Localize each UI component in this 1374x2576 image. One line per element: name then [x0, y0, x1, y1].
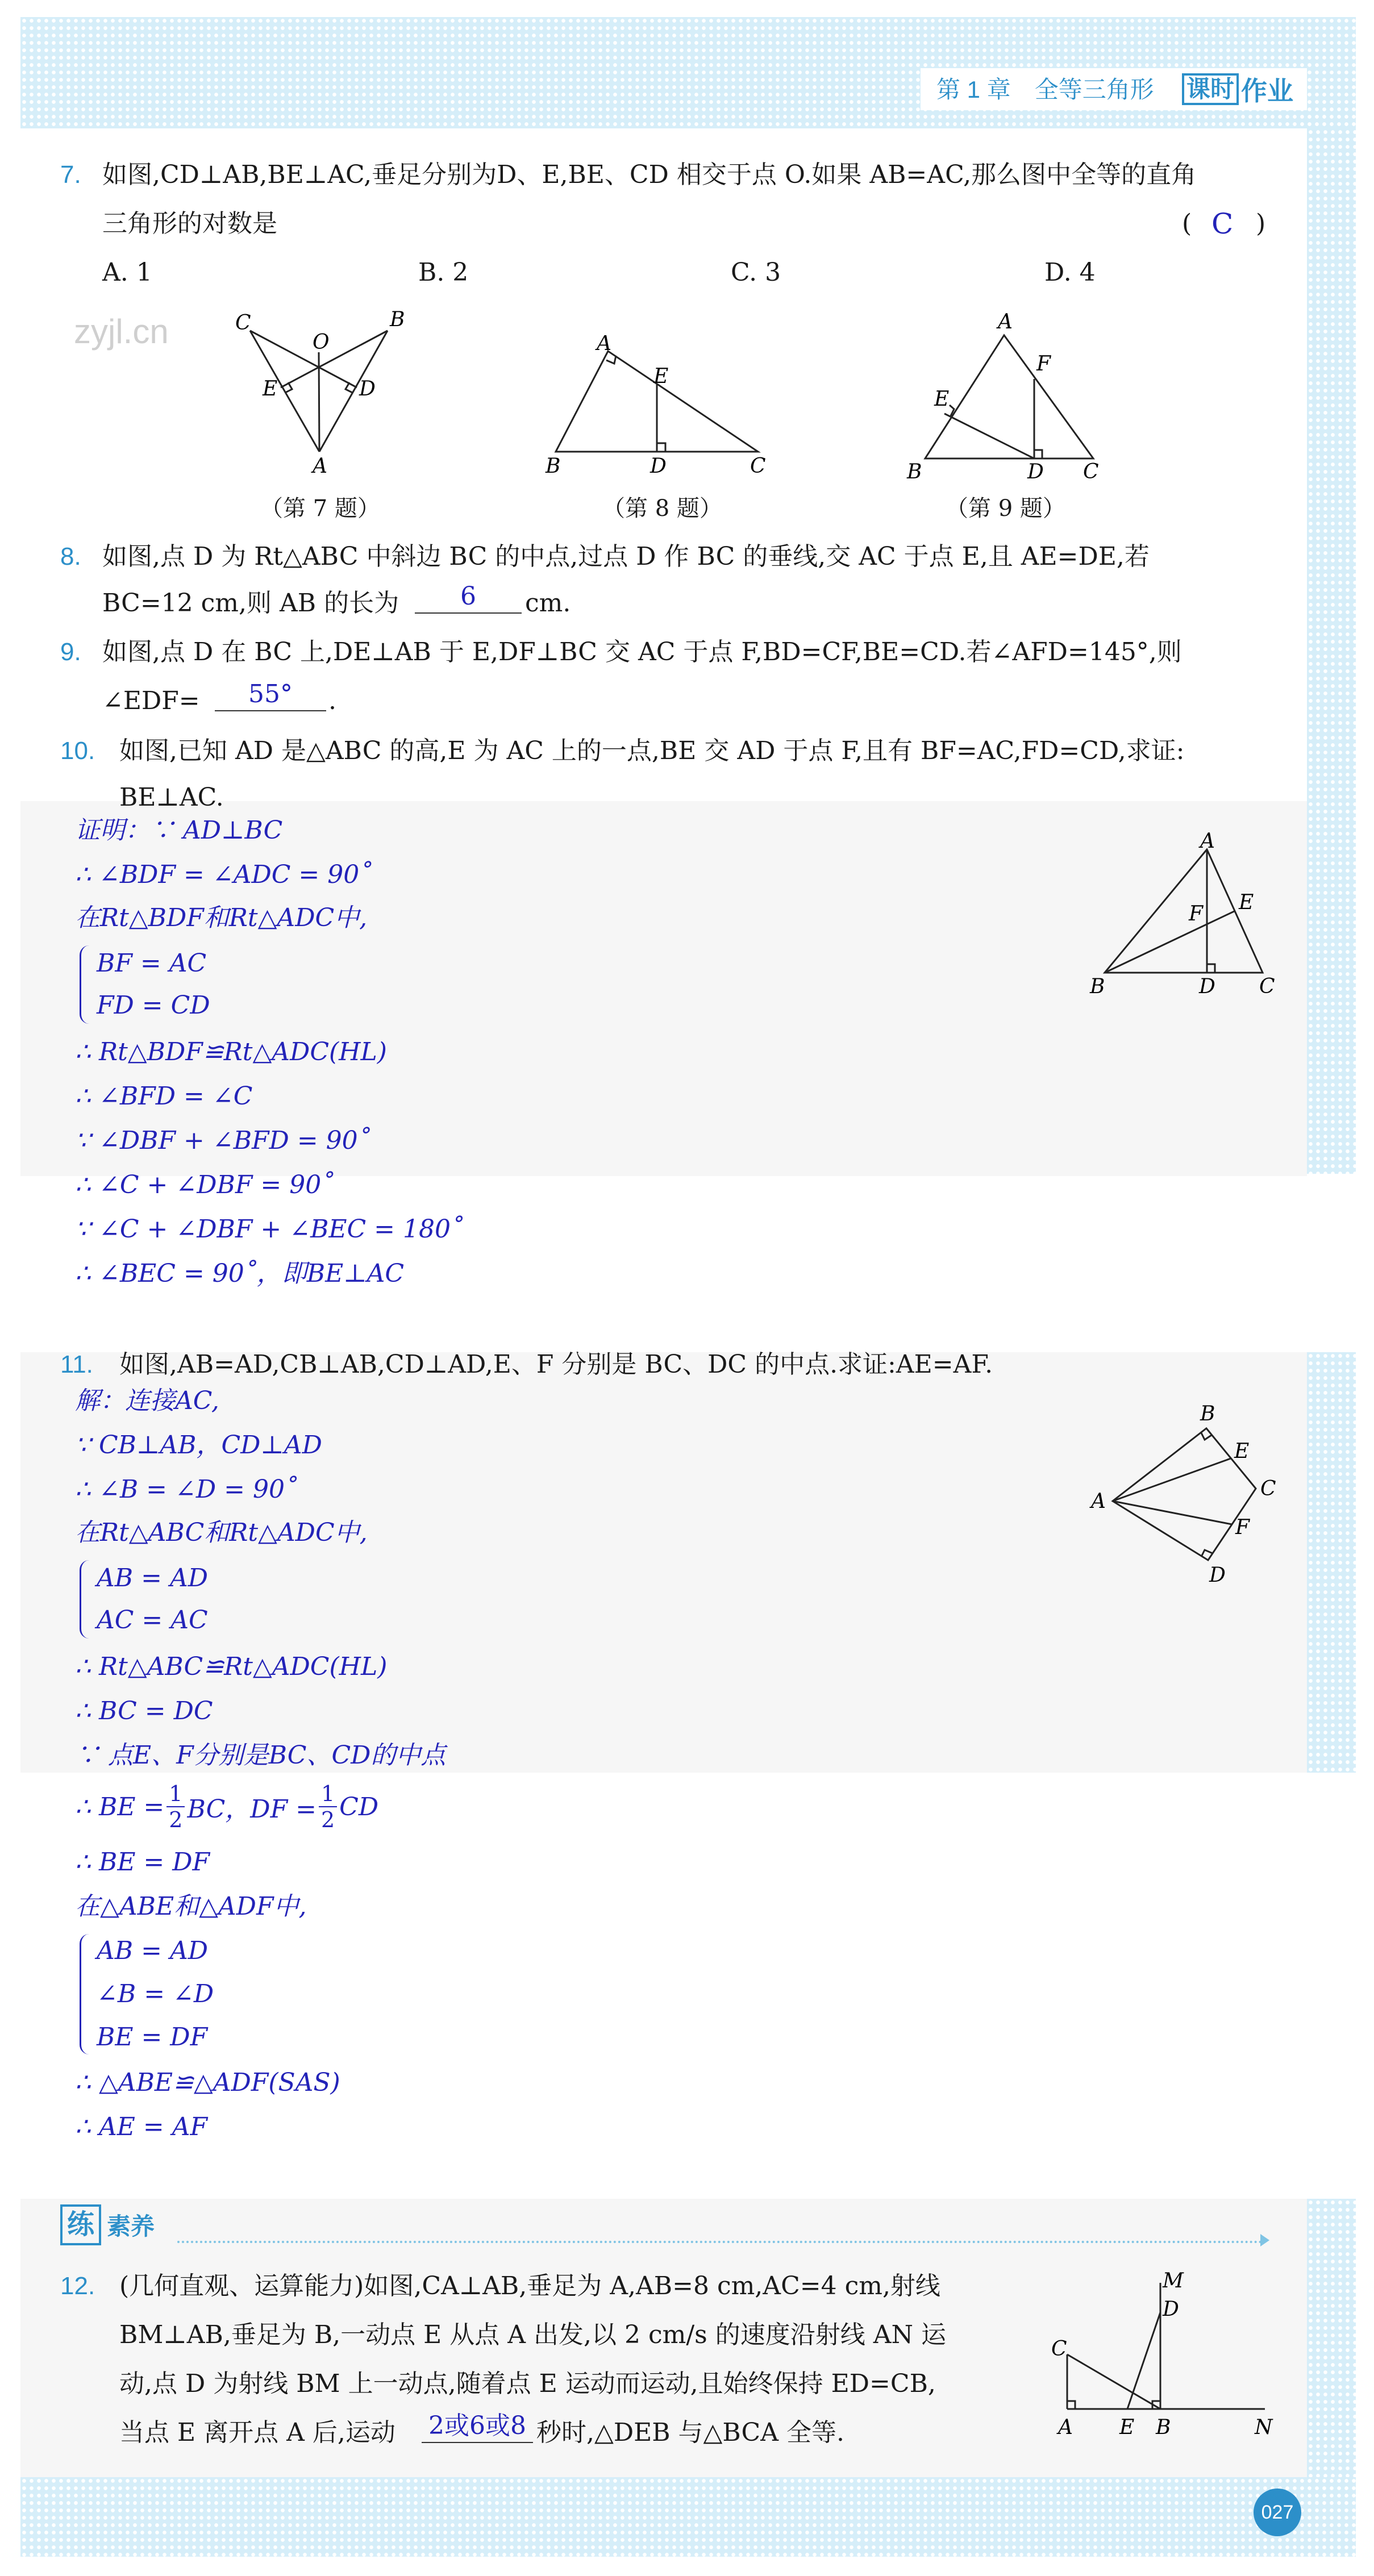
q10-proof-line-2: ∴ ∠BDF = ∠ADC = 90˚ — [75, 860, 372, 889]
fraction-2-den: 2 — [320, 1807, 335, 1832]
q12-line1: (几何直观、运算能力)如图,CA⊥AB,垂足为 A,AB=8 cm,AC=4 cm,射线 — [119, 2271, 940, 2300]
fig8-caption: （第 8 题） — [602, 495, 722, 522]
q11-solution-line-15: BE = DF — [97, 2023, 208, 2052]
section-heading — [60, 2202, 155, 2248]
q12-answer-blank: 2或6或8 — [422, 2410, 533, 2443]
fig7-label-o: O — [313, 331, 330, 354]
q11-solution-line-10c: CD — [339, 1792, 379, 1821]
q9-line2-post: . — [328, 686, 336, 715]
fraction-2 — [319, 1781, 337, 1832]
q10-proof-line-8: ∵ ∠DBF + ∠BFD = 90˚ — [75, 1126, 370, 1155]
q11-solution-line-4: 在Rt△ABC和Rt△ADC中, — [75, 1518, 368, 1547]
q11-solution-line-11: ∴ BE = DF — [75, 1848, 210, 1877]
q11-number: 11. — [60, 1350, 93, 1378]
q11-line1: 如图,AB=AD,CB⊥AB,CD⊥AD,E、F 分别是 BC、DC 的中点.求证:AE=AF. — [119, 1350, 993, 1379]
q11-solution-line-3: ∴ ∠B = ∠D = 90˚ — [75, 1475, 297, 1504]
fig8-label-a: A — [597, 335, 611, 355]
figure-10 — [1080, 830, 1284, 1006]
section-divider — [177, 2241, 1263, 2243]
q8-answer-blank: 6 — [415, 581, 522, 614]
right-dotted-strip-3 — [1307, 2199, 1356, 2477]
q11-solution-line-10a: ∴ BE = — [75, 1792, 165, 1821]
fig12-label-e: E — [1119, 2416, 1135, 2439]
brand-logo — [1182, 73, 1293, 106]
q11-solution-line-10b: BC，DF = — [187, 1795, 317, 1824]
fig9-label-c: C — [1083, 460, 1099, 483]
fraction-1-num: 1 — [166, 1781, 185, 1807]
q11-solution-line-1: 解：连接AC, — [75, 1386, 219, 1415]
fig7-label-d: D — [359, 377, 376, 401]
q11-solution-line-12: 在△ABE和△ADF中, — [75, 1892, 307, 1921]
fig9-label-f: F — [1036, 352, 1051, 376]
q11-solution-line-9: ∵ 点E、F分别是BC、CD的中点 — [75, 1741, 446, 1770]
q10-proof-line-3: 在Rt△BDF和Rt△ADC中, — [75, 903, 368, 932]
q7-option-c: C. 3 — [731, 258, 781, 287]
figure-9 — [898, 307, 1114, 483]
q9-line2-pre: ∠EDF= — [102, 686, 200, 715]
fig10-label-b: B — [1090, 975, 1105, 998]
section-title: 素养 — [107, 2212, 155, 2240]
q7-option-d: D. 4 — [1044, 258, 1096, 287]
q11-solution-line-8: ∴ BC = DC — [75, 1697, 213, 1725]
fig7-label-a: A — [313, 455, 327, 478]
fig10-label-e: E — [1239, 891, 1254, 914]
q7-line1: 如图,CD⊥AB,BE⊥AC,垂足分别为D、E,BE、CD 相交于点 O.如果 AB=AC,那么图中全等的直角 — [102, 160, 1197, 189]
q7-paren-close: ) — [1256, 209, 1266, 238]
q12-line4-post: 秒时,△DEB 与△BCA 全等. — [536, 2418, 844, 2447]
q7-paren-open: ( — [1182, 209, 1192, 238]
q12-line3: 动,点 D 为射线 BM 上一动点,随着点 E 运动而运动,且始终保持 ED=CB, — [119, 2369, 936, 2398]
q8-number: 8. — [60, 543, 81, 570]
figure-11 — [1085, 1398, 1290, 1591]
figure-7 — [227, 307, 420, 483]
fig7-caption: （第 7 题） — [260, 495, 380, 522]
fig7-label-c: C — [235, 311, 251, 335]
fig12-label-c: C — [1051, 2337, 1067, 2361]
fig11-label-d: D — [1209, 1564, 1226, 1587]
fig12-label-a: A — [1058, 2416, 1073, 2439]
q10-proof-line-11: ∴ ∠BEC = 90˚，即BE⊥AC — [75, 1259, 405, 1288]
q12-line4-pre: 当点 E 离开点 A 后,运动 — [119, 2418, 395, 2447]
fig12-label-d: D — [1163, 2298, 1179, 2321]
q7-answer: C — [1211, 207, 1234, 240]
q11-solution-line-14: ∠B = ∠D — [97, 1979, 214, 2008]
fig9-caption: （第 9 题） — [946, 495, 1065, 522]
bottom-dotted-band — [20, 2477, 1356, 2557]
fraction-2-num: 1 — [319, 1781, 337, 1807]
q10-proof-line-1: 证明：∵ AD⊥BC — [75, 816, 283, 845]
q8-line1: 如图,点 D 为 Rt△ABC 中斜边 BC 的中点,过点 D 作 BC 的垂线,交 AC 于点 E,且 AE=DE,若 — [102, 542, 1150, 571]
fig7-label-b: B — [390, 308, 405, 331]
q8-line2-pre: BC=12 cm,则 AB 的长为 — [102, 589, 399, 618]
q10-proof-line-6: ∴ Rt△BDF≌Rt△ADC(HL) — [75, 1037, 387, 1066]
brand-box: 课时 — [1182, 73, 1239, 105]
fig11-label-c: C — [1260, 1477, 1276, 1500]
q11-fraction-line — [75, 1773, 378, 1841]
section-arrow-icon — [1260, 2234, 1269, 2246]
q10-proof-line-9: ∴ ∠C + ∠DBF = 90˚ — [75, 1170, 334, 1199]
right-dotted-strip-1 — [1307, 128, 1356, 1174]
q11-solution-line-6: AC = AC — [97, 1606, 208, 1635]
q10-proof-line-7: ∴ ∠BFD = ∠C — [75, 1082, 253, 1111]
q10-proof-line-5: FD = CD — [97, 991, 210, 1020]
right-dotted-strip-2 — [1307, 1352, 1356, 1773]
q11-solution-line-13: AB = AD — [97, 1936, 209, 1965]
fig9-label-e: E — [934, 387, 950, 411]
fig11-label-e: E — [1234, 1440, 1250, 1463]
chapter-title: 第 1 章 全等三角形 — [936, 76, 1154, 103]
fig10-label-f: F — [1189, 902, 1203, 926]
fig8-label-c: C — [750, 455, 766, 478]
q11-solution-line-16: ∴ △ABE≌△ADF(SAS) — [75, 2068, 340, 2097]
q9-number: 9. — [60, 638, 81, 666]
fraction-1-den: 2 — [169, 1807, 183, 1832]
figure-8 — [540, 335, 778, 483]
fig8-label-b: B — [546, 455, 561, 478]
fig9-label-b: B — [907, 460, 922, 483]
q9-line1: 如图,点 D 在 BC 上,DE⊥AB 于 E,DF⊥BC 交 AC 于点 F,BD=CF,BE=CD.若∠AFD=145°,则 — [102, 637, 1182, 666]
figure-12 — [1043, 2270, 1282, 2441]
fig8-label-e: E — [653, 365, 669, 388]
q10-line1: 如图,已知 AD 是△ABC 的高,E 为 AC 上的一点,BE 交 AD 于点 F,且有 BF=AC,FD=CD,求证: — [119, 736, 1185, 765]
fig10-label-c: C — [1259, 975, 1275, 998]
fig11-label-f: F — [1235, 1516, 1250, 1539]
q11-solution-line-5: AB = AD — [97, 1564, 209, 1593]
q11-solution-line-7: ∴ Rt△ABC≌Rt△ADC(HL) — [75, 1652, 388, 1681]
fig9-label-d: D — [1027, 460, 1044, 483]
section-icon: 练 — [60, 2204, 101, 2245]
q10-proof-line-4: BF = AC — [97, 949, 207, 978]
fig10-label-d: D — [1199, 975, 1215, 998]
fraction-1 — [166, 1781, 185, 1832]
fig11-label-b: B — [1200, 1402, 1215, 1425]
fig11-label-a: A — [1091, 1490, 1106, 1513]
fig10-label-a: A — [1200, 830, 1215, 853]
q11-solution-line-2: ∵ CB⊥AB，CD⊥AD — [75, 1431, 322, 1460]
q12-number: 12. — [60, 2272, 95, 2300]
page-number: 027 — [1254, 2489, 1301, 2536]
watermark: zyjl.cn — [74, 312, 169, 351]
q7-line2: 三角形的对数是 — [102, 209, 277, 238]
q7-option-b: B. 2 — [418, 258, 469, 287]
fig12-label-m: M — [1163, 2270, 1184, 2292]
q9-answer-blank: 55° — [215, 678, 326, 711]
q12-line2: BM⊥AB,垂足为 B,一动点 E 从点 A 出发,以 2 cm/s 的速度沿射线 AN 运 — [119, 2320, 946, 2349]
q11-solution-line-17: ∴ AE = AF — [75, 2112, 208, 2141]
fig9-label-a: A — [998, 310, 1013, 334]
q10-line2: BE⊥AC. — [119, 783, 224, 812]
q11-brace-2 — [80, 1934, 89, 2054]
brand-rest: 作业 — [1241, 76, 1294, 106]
q8-line2-post: cm. — [525, 589, 571, 618]
q11-brace-1 — [80, 1560, 89, 1639]
q10-number: 10. — [60, 737, 95, 765]
q7-number: 7. — [60, 161, 81, 189]
q10-proof-line-10: ∵ ∠C + ∠DBF + ∠BEC = 180˚ — [75, 1215, 464, 1244]
fig12-label-n: N — [1255, 2416, 1273, 2439]
fig12-label-b: B — [1156, 2416, 1171, 2439]
fig7-label-e: E — [263, 377, 278, 401]
q10-brace — [80, 945, 89, 1024]
fig8-label-d: D — [650, 455, 667, 478]
q7-option-a: A. 1 — [102, 258, 152, 287]
